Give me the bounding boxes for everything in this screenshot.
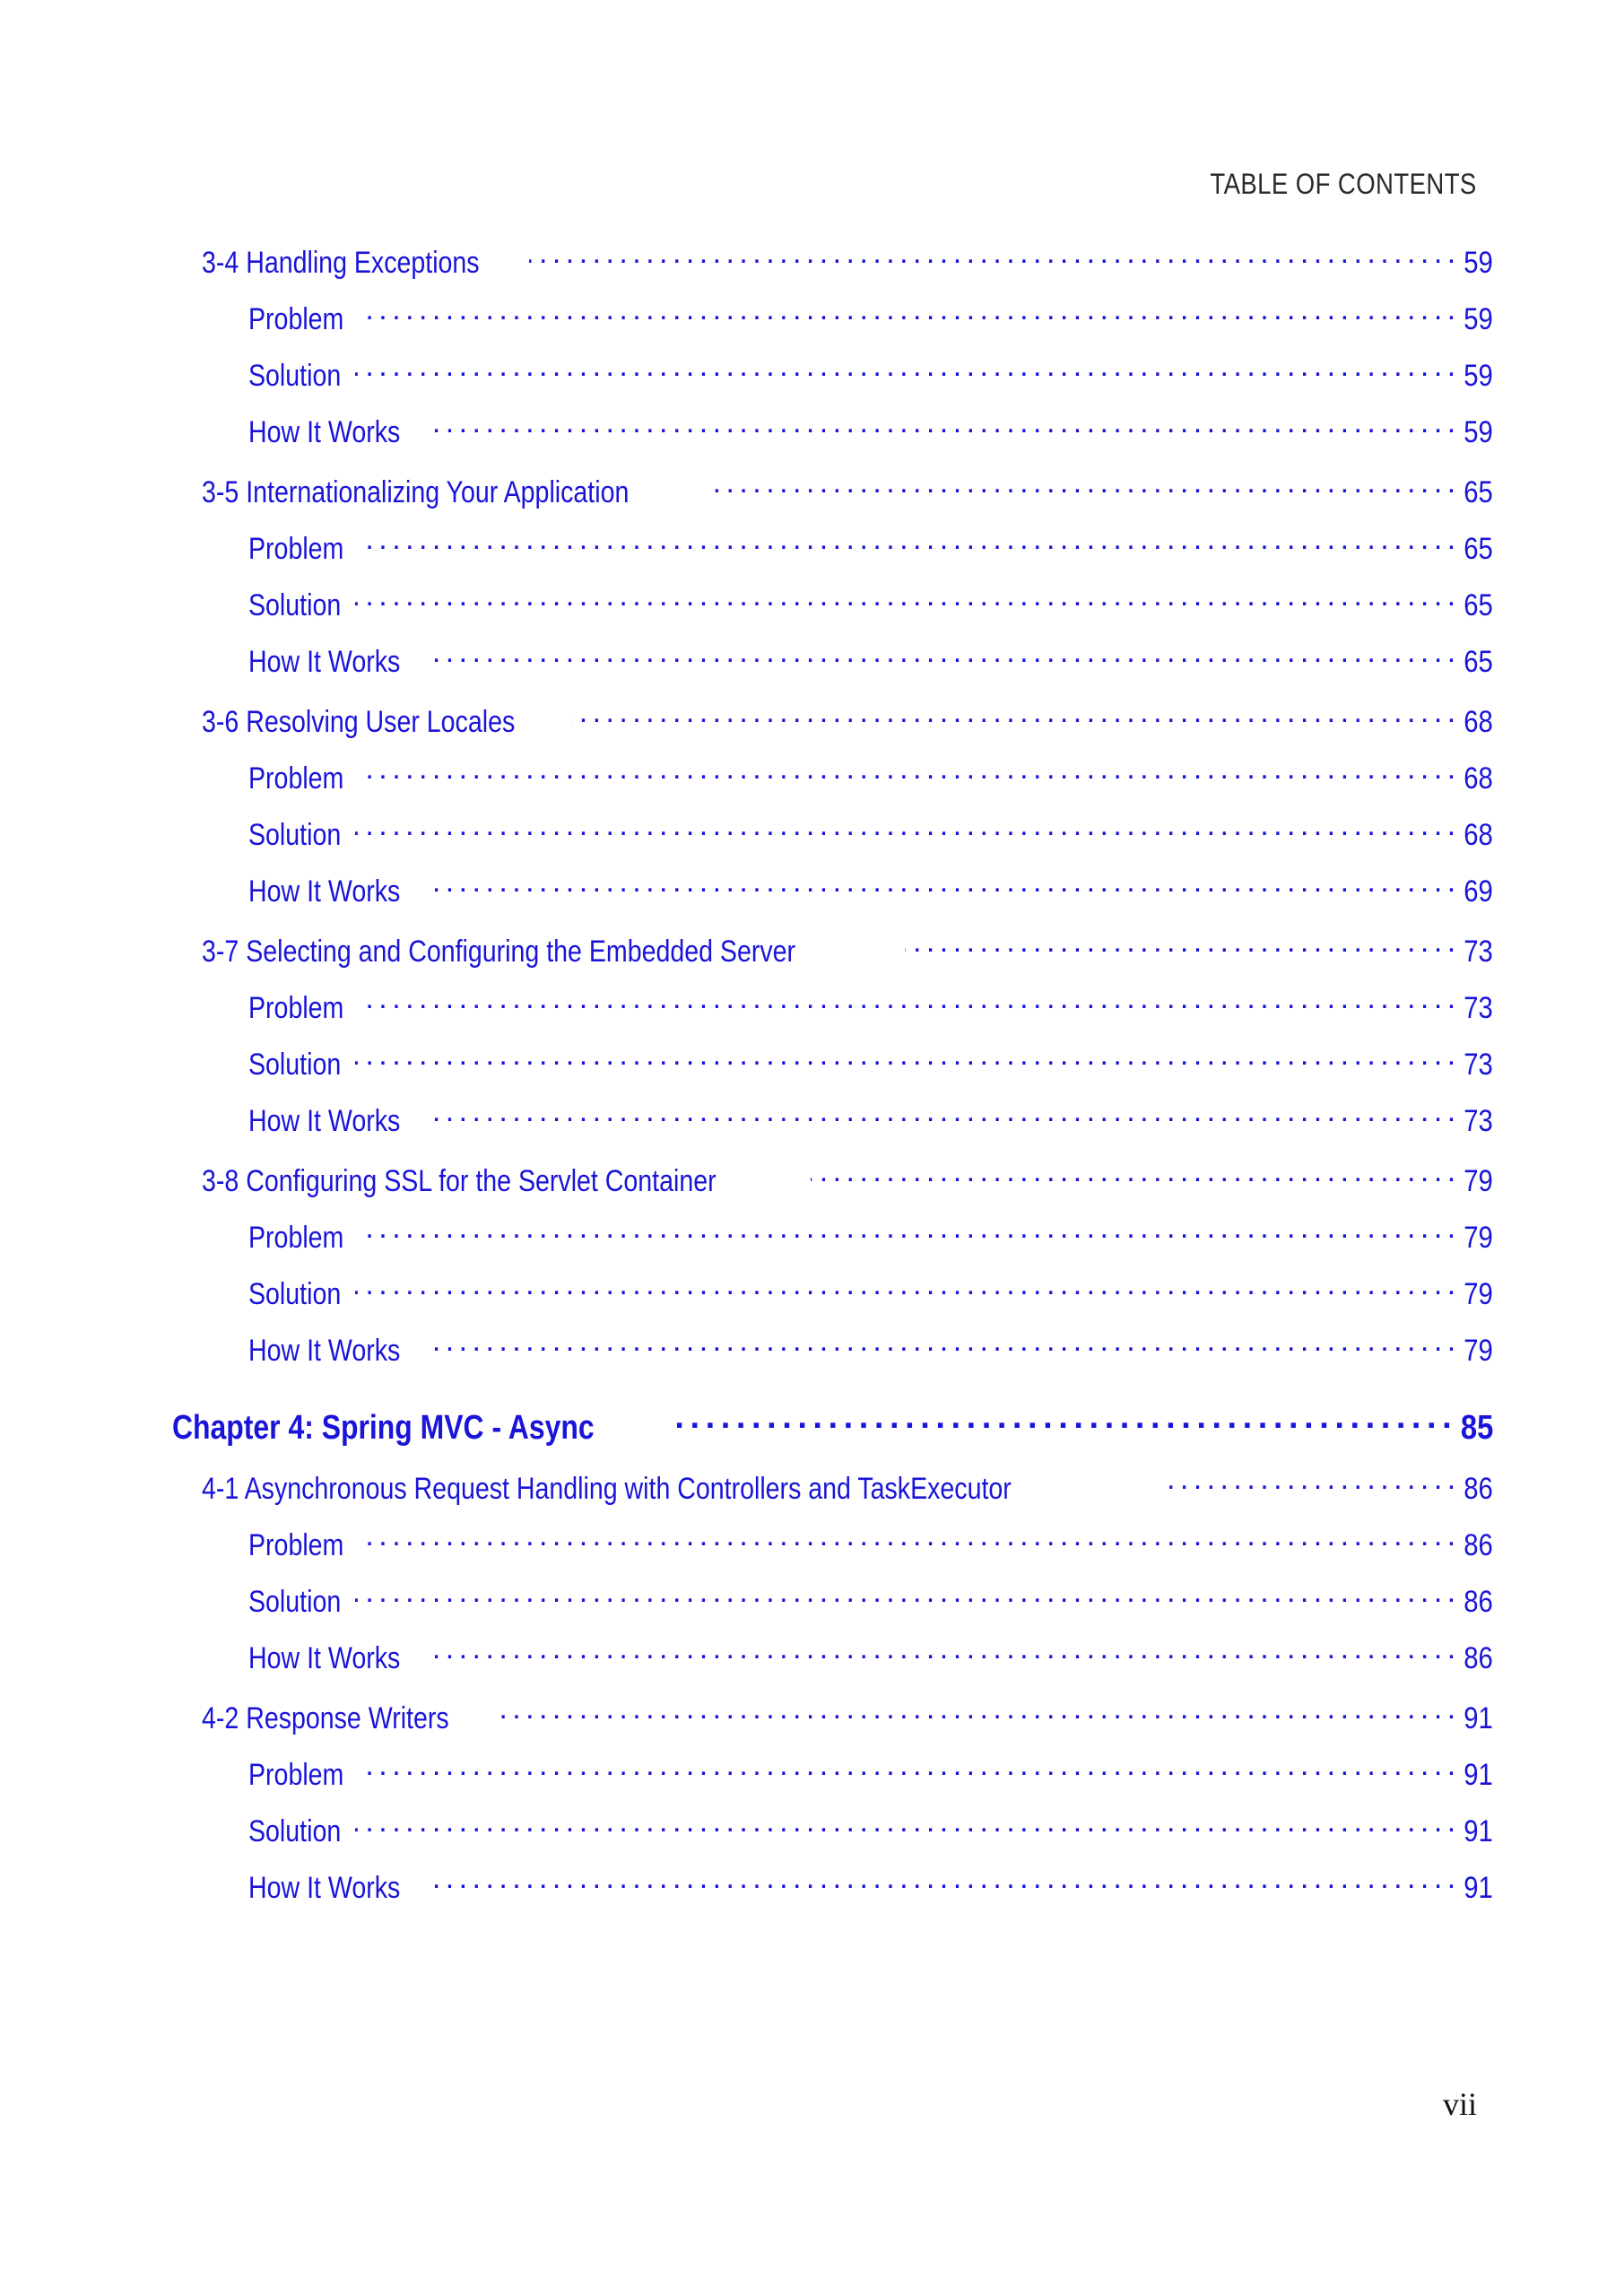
dot-leader: [359, 987, 1455, 1018]
toc-entry-page: 65: [1464, 475, 1493, 509]
toc-entry-problem[interactable]: [248, 1754, 1493, 1793]
toc-entry-title: How It Works: [248, 1334, 401, 1368]
toc-entry-title: 3-4 Handling Exceptions: [202, 246, 480, 280]
toc-entry-page: 65: [1464, 645, 1493, 679]
toc-entry-page: 86: [1464, 1641, 1493, 1675]
toc-entry-page: 68: [1464, 705, 1493, 739]
toc-entry-page: 86: [1464, 1585, 1493, 1619]
toc-entry-title: 3-8 Configuring SSL for the Servlet Container: [202, 1164, 717, 1198]
toc-entry-title: Solution: [248, 818, 342, 852]
toc-entry-title: 4-1 Asynchronous Request Handling with Controllers and TaskExecutor: [202, 1472, 1012, 1506]
toc-entry-4-1[interactable]: [202, 1468, 1493, 1507]
toc-entry-title: 3-6 Resolving User Locales: [202, 705, 516, 739]
toc-entry-title: Problem: [248, 1528, 344, 1562]
toc-entry-page: 91: [1464, 1814, 1493, 1848]
dot-leader: [426, 1100, 1455, 1131]
toc-entry-page: 65: [1464, 588, 1493, 622]
toc-entry-solution[interactable]: [248, 1581, 1493, 1620]
toc-entry-solution[interactable]: [248, 1044, 1493, 1083]
toc-entry-page: 68: [1464, 818, 1493, 852]
toc-entry-page: 86: [1464, 1472, 1493, 1506]
toc-entry-title: Problem: [248, 302, 344, 336]
toc-entry-page: 59: [1464, 302, 1493, 336]
dot-leader: [1162, 1468, 1454, 1499]
toc-entry-title: Solution: [248, 1048, 342, 1082]
toc-entry-solution[interactable]: [248, 814, 1493, 853]
toc-entry-solution[interactable]: [248, 355, 1493, 394]
dot-leader: [426, 1867, 1455, 1898]
toc-entry-page: 73: [1464, 991, 1493, 1025]
toc-entry-title: How It Works: [248, 1104, 401, 1138]
toc-entry-3-4[interactable]: [202, 242, 1493, 281]
toc-entry-solution[interactable]: [248, 1811, 1493, 1849]
toc-entry-solution[interactable]: [248, 585, 1493, 623]
dot-leader: [359, 1217, 1455, 1248]
toc-entry-problem[interactable]: [248, 299, 1493, 337]
dot-leader: [355, 585, 1454, 615]
toc-entry-title: How It Works: [248, 1641, 401, 1675]
toc-entry-page: 59: [1464, 415, 1493, 449]
toc-entry-title: Solution: [248, 588, 342, 622]
dot-leader: [355, 1811, 1454, 1841]
toc-entry-how-it-works[interactable]: [248, 871, 1493, 909]
dot-leader: [707, 472, 1454, 502]
dot-leader: [359, 1754, 1455, 1785]
toc-entry-3-7[interactable]: [202, 931, 1493, 970]
toc-entry-title: Problem: [248, 991, 344, 1025]
toc-entry-page: 73: [1464, 1104, 1493, 1138]
toc-entry-problem[interactable]: [248, 528, 1493, 567]
toc-entry-page: 91: [1464, 1871, 1493, 1905]
toc-entry-4-2[interactable]: [202, 1698, 1493, 1736]
dot-leader: [811, 1161, 1454, 1191]
running-header: TABLE OF CONTENTS: [1210, 168, 1477, 200]
dot-leader: [426, 871, 1455, 901]
toc-entry-problem[interactable]: [248, 987, 1493, 1026]
toc-entry-page: 91: [1464, 1701, 1493, 1735]
toc-entry-title: 3-7 Selecting and Configuring the Embedded Server: [202, 935, 796, 969]
dot-leader: [671, 1405, 1449, 1439]
toc-entry-page: 59: [1464, 359, 1493, 393]
toc-entry-title: How It Works: [248, 645, 401, 679]
dot-leader: [426, 1330, 1455, 1361]
dot-leader: [359, 1525, 1455, 1555]
dot-leader: [492, 1698, 1454, 1728]
toc-entry-page: 86: [1464, 1528, 1493, 1562]
toc-entry-title: Solution: [248, 1277, 342, 1311]
toc-entry-title: 4-2 Response Writers: [202, 1701, 449, 1735]
toc-entry-title: Solution: [248, 359, 342, 393]
dot-leader: [426, 412, 1455, 442]
toc-entry-title: 3-5 Internationalizing Your Application: [202, 475, 630, 509]
toc-entry-problem[interactable]: [248, 1525, 1493, 1563]
dot-leader: [529, 242, 1455, 273]
toc-entry-title: Solution: [248, 1814, 342, 1848]
toc-entry-problem[interactable]: [248, 1217, 1493, 1256]
toc-entry-page: 65: [1464, 532, 1493, 566]
toc-entry-title: How It Works: [248, 1871, 401, 1905]
toc-entry-how-it-works[interactable]: [248, 1638, 1493, 1676]
dot-leader: [571, 701, 1454, 732]
toc-entry-title: Problem: [248, 1758, 344, 1792]
dot-leader: [359, 528, 1455, 559]
toc-entry-page: 79: [1464, 1164, 1493, 1198]
toc-entry-page: 68: [1464, 761, 1493, 796]
toc-entry-3-5[interactable]: [202, 472, 1493, 510]
dot-leader: [355, 1044, 1454, 1074]
dot-leader: [426, 1638, 1455, 1668]
toc-entry-title: Problem: [248, 761, 344, 796]
toc-entry-how-it-works[interactable]: [248, 1330, 1493, 1369]
toc-entry-page: 73: [1464, 1048, 1493, 1082]
toc-entry-page: 85: [1460, 1409, 1493, 1447]
toc-entry-page: 73: [1464, 935, 1493, 969]
toc-entry-title: Chapter 4: Spring MVC - Async: [172, 1409, 595, 1447]
toc-entry-title: Solution: [248, 1585, 342, 1619]
toc-entry-how-it-works[interactable]: [248, 641, 1493, 680]
toc-entry-chapter-4[interactable]: [172, 1405, 1493, 1448]
toc-entry-title: How It Works: [248, 874, 401, 909]
dot-leader: [359, 758, 1455, 788]
toc-entry-page: 69: [1464, 874, 1493, 909]
dot-leader: [355, 355, 1454, 386]
toc-entry-how-it-works[interactable]: [248, 412, 1493, 450]
toc-entry-3-8[interactable]: [202, 1161, 1493, 1199]
toc-entry-how-it-works[interactable]: [248, 1100, 1493, 1139]
toc-entry-how-it-works[interactable]: [248, 1867, 1493, 1906]
dot-leader: [355, 1581, 1454, 1612]
toc-entry-page: 79: [1464, 1221, 1493, 1255]
toc-entry-problem[interactable]: [248, 758, 1493, 796]
dot-leader: [355, 814, 1454, 845]
dot-leader: [359, 299, 1455, 329]
toc-entry-3-6[interactable]: [202, 701, 1493, 740]
toc-entry-title: Problem: [248, 532, 344, 566]
dot-leader: [355, 1274, 1454, 1304]
toc-entry-title: How It Works: [248, 415, 401, 449]
toc-entry-title: Problem: [248, 1221, 344, 1255]
toc-entry-page: 79: [1464, 1334, 1493, 1368]
dot-leader: [905, 931, 1454, 961]
toc-entry-page: 59: [1464, 246, 1493, 280]
toc-entry-page: 79: [1464, 1277, 1493, 1311]
page-number: vii: [1442, 2086, 1477, 2122]
toc-entry-page: 91: [1464, 1758, 1493, 1792]
dot-leader: [426, 641, 1455, 672]
toc-entry-solution[interactable]: [248, 1274, 1493, 1312]
